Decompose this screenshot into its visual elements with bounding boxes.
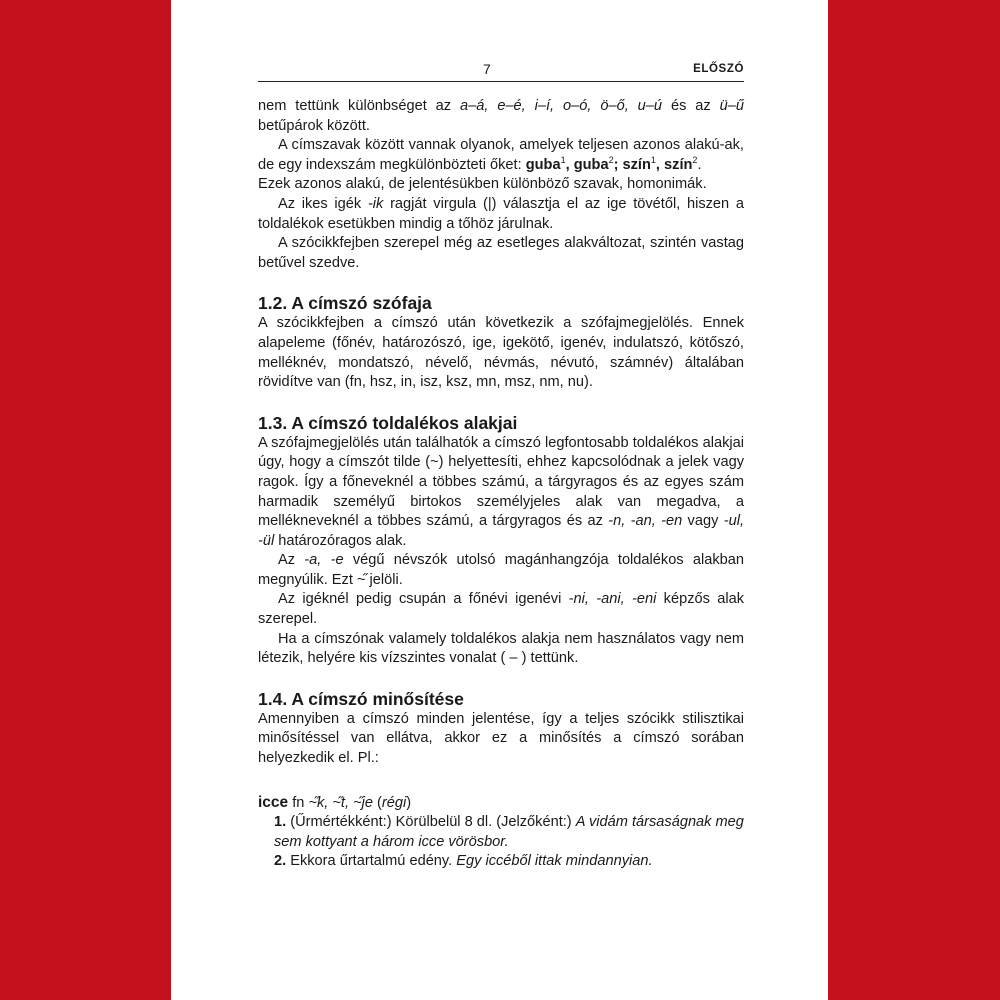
entry-sense-1: 1. (Űrmértékként:) Körülbelül 8 dl. (Jelzőként:) A vidám társaságnak meg sem kottyant a három icce vörösbor. bbox=[274, 814, 744, 850]
entry-pos: fn bbox=[292, 794, 305, 811]
section-1-3-paragraph-4: Ha a címszónak valamely toldalékos alakja nem használatos vagy nem létezik, helyére kis vízszintes vonalat ( – ) tettünk. bbox=[258, 630, 744, 667]
entry-headword: icce bbox=[258, 793, 289, 811]
section-1-3-paragraph-1: A szófajmegjelölés után találhatók a címszó legfontosabb toldalékos alakjai úgy, hogy a címszót tilde (~) helyettesíti, ehhez kapcsolódnak a jelek vagy ragok. Így a főneveknél a többes számú, a tárgyragos és az egyes szám harmadik személyű birtokos személyjeles alak van megadva, a mellékneveknél a többes számú, a tárgyragos és az -n, -an, -en vagy -ul, -ül határozóragos alak. bbox=[258, 434, 745, 549]
section-1-2-text: A szócikkfejben a címszó után következik a szófajmegjelölés. Ennek alapeleme (főnév, határozószó, ige, igekötő, igenév, indulatszó, kötőszó, melléknév, mondatszó, névelő, névmás, névutó, számnév) általában rövidítve van (fn, hsz, in, isz, ksz, mn, msz, nm, nu). bbox=[258, 315, 744, 391]
intro-paragraph-3: Az ikes igék -ik ragját virgula (|) választja el az ige tövétől, hiszen a toldalékok esetükben mindig a tőhöz járulnak. bbox=[258, 195, 744, 232]
intro-paragraph-2b: Ezek azonos alakú, de jelentésükben különböző szavak, homonimák. bbox=[258, 176, 707, 193]
running-title: ELŐSZÓ bbox=[693, 63, 744, 75]
intro-paragraph-4: A szócikkfejben szerepel még az esetleges alakváltozat, szintén vastag betűvel szedve. bbox=[258, 235, 744, 271]
section-heading-1-3: 1.3. A címszó toldalékos alakjai bbox=[258, 412, 518, 433]
section-1-3-paragraph-3: Az igéknél pedig csupán a főnévi igenévi -ni, -ani, -eni képzős alak szerepel. bbox=[258, 591, 745, 628]
entry-sense-2: 2. Ekkora űrtartalmú edény. Egy iccéből ittak mindannyian. bbox=[274, 853, 653, 870]
intro-paragraph-2: A címszavak között vannak olyanok, amelyek teljesen azonos alakú-ak, de egy indexszám megkülönbözteti őket: guba$^1$, guba$^2$; szín$^1$, szín$^2$. bbox=[258, 137, 744, 173]
entry-qualifier: régi bbox=[381, 794, 407, 811]
section-1-4-text: Amennyiben a címszó minden jelentése, így a teljes szócikk stilisztikai minősítéssel van ellátva, akkor ez a minősítés a címszó sorában helyezkedik el. Pl.: bbox=[258, 710, 744, 767]
dictionary-entry-head: icce fn ~̋k, ~̋t, ~̋je (régi) bbox=[258, 793, 412, 811]
page-content bbox=[258, 97, 744, 872]
header-rule bbox=[258, 81, 744, 82]
book-page bbox=[171, 0, 828, 1000]
page-header bbox=[258, 61, 744, 81]
page-number: 7 bbox=[483, 61, 491, 77]
section-1-3-paragraph-2: Az -a, -e végű névszók utolsó magánhangzója toldalékos alakban megnyúlik. Ezt ~̋ jelöli. bbox=[258, 552, 744, 588]
section-heading-1-2: 1.2. A címszó szófaja bbox=[258, 293, 432, 314]
entry-forms: ~̋k, ~̋t, ~̋je bbox=[308, 794, 373, 811]
intro-paragraph-1: nem tettünk különbséget az a–á, e–é, i–í, o–ó, ö–ő, u–ú és az ü–ű betűpárok között. bbox=[258, 98, 744, 134]
section-heading-1-4: 1.4. A címszó minősítése bbox=[258, 688, 464, 709]
